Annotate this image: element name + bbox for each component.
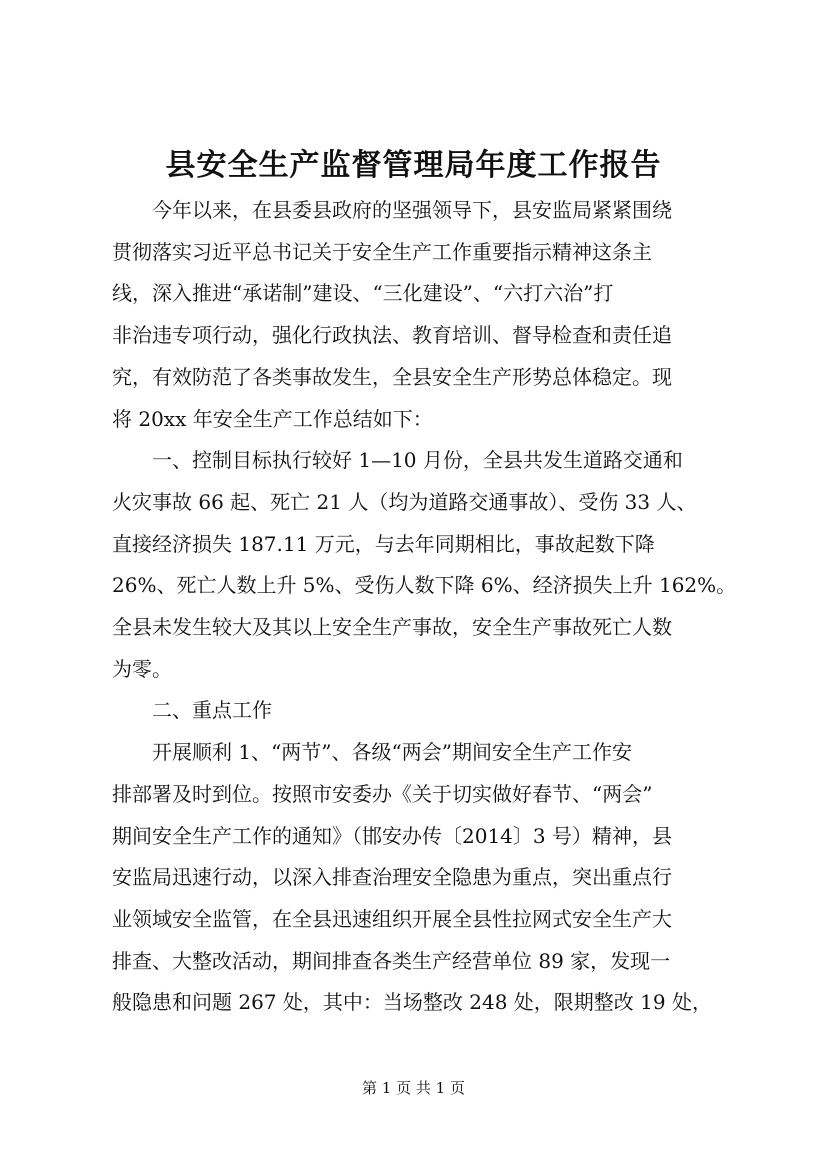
text-line: 开展顺利 1、“两节”、各级“两会”期间安全生产工作安 <box>152 740 632 765</box>
heading-line: 二、重点工作 <box>152 698 272 723</box>
text-line: 业领域安全监管，在全县迅速组织开展全县性拉网式安全生产大 <box>112 906 672 931</box>
text-line: 一、控制目标执行较好 1—10 月份，全县共发生道路交通和 <box>152 448 683 473</box>
text-line: 火灾事故 66 起、死亡 21 人（均为道路交通事故）、受伤 33 人、 <box>112 489 697 514</box>
document-title: 县安全生产监督管理局年度工作报告 <box>165 148 662 183</box>
paragraph-intro <box>112 190 737 440</box>
text-line: 排部署及时到位。按照市安委办《关于切实做好春节、“两会” <box>112 781 653 806</box>
text-line: 贯彻落实习近平总书记关于安全生产工作重要指示精神这条主 <box>112 239 652 264</box>
text-line: 排查、大整改活动，期间排查各类生产经营单位 89 家，发现一 <box>112 948 671 973</box>
text-line: 直接经济损失 187.11 万元，与去年同期相比，事故起数下降 <box>112 531 655 556</box>
text-line: 安监局迅速行动，以深入排查治理安全隐患为重点，突出重点行 <box>112 865 672 890</box>
document-body <box>112 190 737 1024</box>
text-line: 将 20xx 年安全生产工作总结如下： <box>112 406 433 431</box>
page-number-footer: 第 1 页 共 1 页 <box>362 1079 465 1097</box>
text-line: 为零。 <box>112 656 172 681</box>
text-line: 今年以来，在县委县政府的坚强领导下，县安监局紧紧围绕 <box>152 198 672 222</box>
text-line: 26%、死亡人数上升 5%、受伤人数下降 6%、经济损失上升 162%。 <box>112 573 737 598</box>
text-line: 线，深入推进“承诺制”建设、“三化建设”、“六打六治”打 <box>112 281 614 306</box>
text-line: 期间安全生产工作的通知》（邯安办传〔2014〕3 号）精神，县 <box>112 823 672 848</box>
section-heading <box>112 690 737 732</box>
paragraph-targets <box>112 440 737 690</box>
paragraph-key-work <box>112 732 737 1024</box>
text-line: 般隐患和问题 267 处，其中：当场整改 248 处，限期整改 19 处， <box>112 990 712 1015</box>
text-line: 究，有效防范了各类事故发生，全县安全生产形势总体稳定。现 <box>112 364 672 389</box>
text-line: 非治违专项行动，强化行政执法、教育培训、督导检查和责任追 <box>112 323 672 348</box>
text-line: 全县未发生较大及其以上安全生产事故，安全生产事故死亡人数 <box>112 615 672 640</box>
